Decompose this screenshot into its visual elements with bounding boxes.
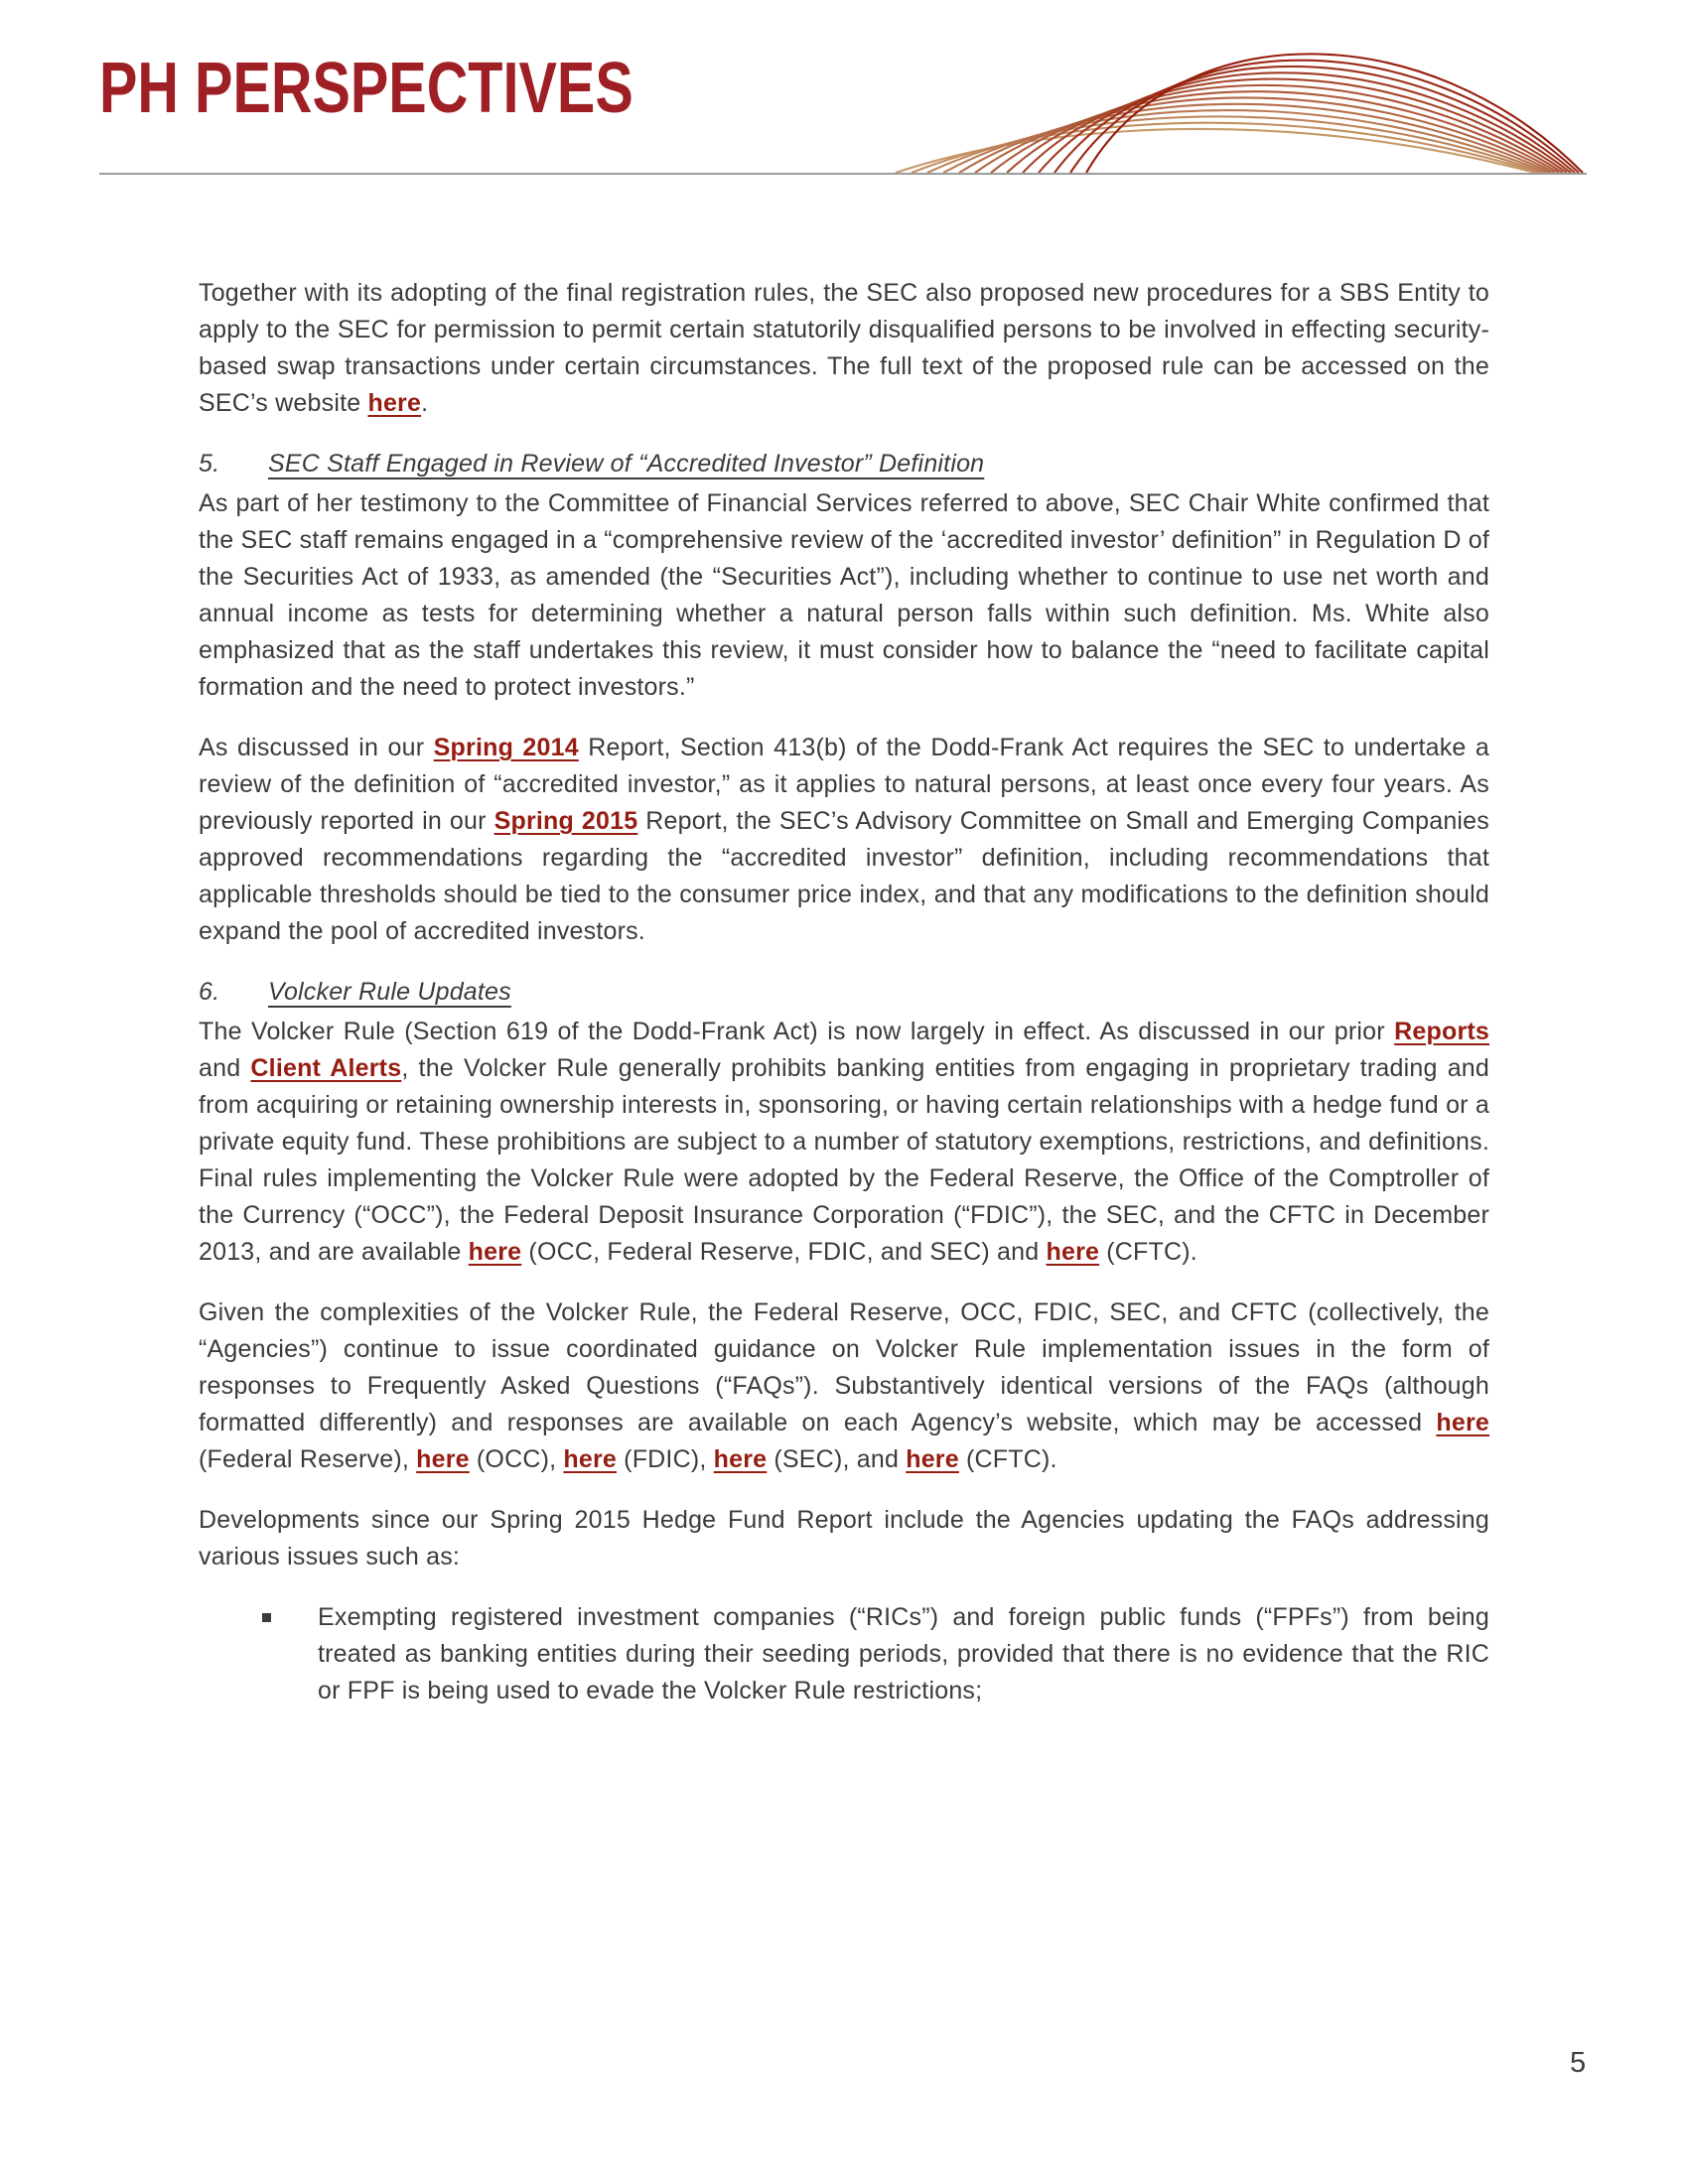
inline-link[interactable]: here xyxy=(1046,1238,1100,1266)
inline-link[interactable]: here xyxy=(416,1445,470,1473)
heading-number: 6. xyxy=(199,978,220,1006)
heading-title: SEC Staff Engaged in Review of “Accredited Investor” Definition xyxy=(268,450,985,478)
text-run: and xyxy=(199,1054,251,1082)
paragraph xyxy=(199,1014,1489,1271)
text-run: (OCC, Federal Reserve, FDIC, and SEC) and xyxy=(521,1238,1047,1266)
text-run: As discussed in our xyxy=(199,734,434,761)
inline-link[interactable]: Spring 2015 xyxy=(493,807,638,835)
inline-link[interactable]: here xyxy=(367,389,422,417)
inline-link[interactable]: Reports xyxy=(1394,1018,1489,1045)
brand-logo: PH PERSPECTIVES xyxy=(99,49,633,128)
paragraph xyxy=(199,730,1489,950)
heading-number: 5. xyxy=(199,450,220,478)
inline-link[interactable]: Client Alerts xyxy=(250,1054,402,1082)
text-run: Given the complexities of the Volcker Rule, the Federal Reserve, OCC, FDIC, SEC, and CFTC (collectively, the “Agencies”) continue to issue coordinated guidance on Volcker Rule implementation issues in the form of responses to Frequently Asked Questions (“FAQs”). Substantively identical versions of the FAQs (although formatted differently) and responses are available on each Agency’s website, which may be accessed xyxy=(199,1298,1489,1436)
text-run: (FDIC), xyxy=(617,1445,714,1473)
text-run: (CFTC). xyxy=(1099,1238,1197,1266)
text-run: , the Volcker Rule generally prohibits banking entities from engaging in proprietary trading and from acquiring or retaining ownership interests in, sponsoring, or having certain relationships with a hedge fund or a private equity fund. These prohibitions are subject to a number of statutory exemptions, restrictions, and definitions. Final rules implementing the Volcker Rule were adopted by the Federal Reserve, the Office of the Comptroller of the Currency (“OCC”), the Federal Deposit Insurance Corporation (“FDIC”), the SEC, and the CFTC in December 2013, and are available xyxy=(199,1054,1489,1266)
document-body xyxy=(199,275,1489,1733)
text-run: Report, the SEC’s Advisory Committee on Small and Emerging Companies approved recommendations regarding the “accredited investor” definition, including recommendations that applicable thresholds should be tied to the consumer price index, and that any modifications to the definition should expand the pool of accredited investors. xyxy=(199,807,1489,945)
bullet-marker-icon xyxy=(262,1613,271,1622)
text-run: (CFTC). xyxy=(958,1445,1057,1473)
paragraph xyxy=(199,1295,1489,1478)
text-run: (Federal Reserve), xyxy=(199,1445,417,1473)
bullet-item xyxy=(262,1599,1489,1709)
paragraph xyxy=(199,1502,1489,1575)
text-run: The Volcker Rule (Section 619 of the Dodd-Frank Act) is now largely in effect. As discussed in our prior xyxy=(199,1018,1395,1045)
section-heading xyxy=(199,446,1489,482)
page-number: 5 xyxy=(1570,2047,1587,2079)
inline-link[interactable]: here xyxy=(468,1238,522,1266)
section-heading xyxy=(199,974,1489,1011)
bullet-text xyxy=(318,1599,1489,1709)
header-divider xyxy=(99,173,1587,175)
inline-link[interactable]: here xyxy=(906,1445,959,1473)
text-run: Together with its adopting of the final registration rules, the SEC also proposed new procedures for a SBS Entity to apply to the SEC for permission to permit certain statutorily disqualified persons to be involved in effecting security-based swap transactions under certain circumstances. The full text of the proposed rule can be accessed on the SEC’s website xyxy=(199,279,1489,417)
inline-link[interactable]: here xyxy=(713,1445,768,1473)
text-run: Developments since our Spring 2015 Hedge Fund Report include the Agencies updating the FAQs addressing various issues such as: xyxy=(199,1506,1489,1570)
text-run: Exempting registered investment companies (“RICs”) and foreign public funds (“FPFs”) from being treated as banking entities during their seeding periods, provided that there is no evidence that the RIC or FPF is being used to evade the Volcker Rule restrictions; xyxy=(318,1603,1489,1705)
text-run: (SEC), and xyxy=(767,1445,907,1473)
text-run: (OCC), xyxy=(469,1445,564,1473)
heading-title: Volcker Rule Updates xyxy=(268,978,511,1006)
paragraph xyxy=(199,275,1489,422)
text-run: . xyxy=(421,389,429,417)
paragraph xyxy=(199,485,1489,706)
header-swoosh-graphic xyxy=(892,34,1587,175)
inline-link[interactable]: here xyxy=(1436,1409,1489,1436)
inline-link[interactable]: here xyxy=(563,1445,618,1473)
text-run: As part of her testimony to the Committee of Financial Services referred to above, SEC Chair White confirmed that the SEC staff remains engaged in a “comprehensive review of the ‘accredited investor’ definition” in Regulation D of the Securities Act of 1933, as amended (the “Securities Act”), including whether to continue to use net worth and annual income as tests for determining whether a natural person falls within such definition. Ms. White also emphasized that as the staff undertakes this review, it must consider how to balance the “need to facilitate capital formation and the need to protect investors.” xyxy=(199,489,1489,701)
text-run: Report, Section 413(b) of the Dodd-Frank Act requires the SEC to undertake a review of the definition of “accredited investor,” as it applies to natural persons, at least once every four years. As previously reported in our xyxy=(199,734,1490,835)
inline-link[interactable]: Spring 2014 xyxy=(433,734,579,761)
